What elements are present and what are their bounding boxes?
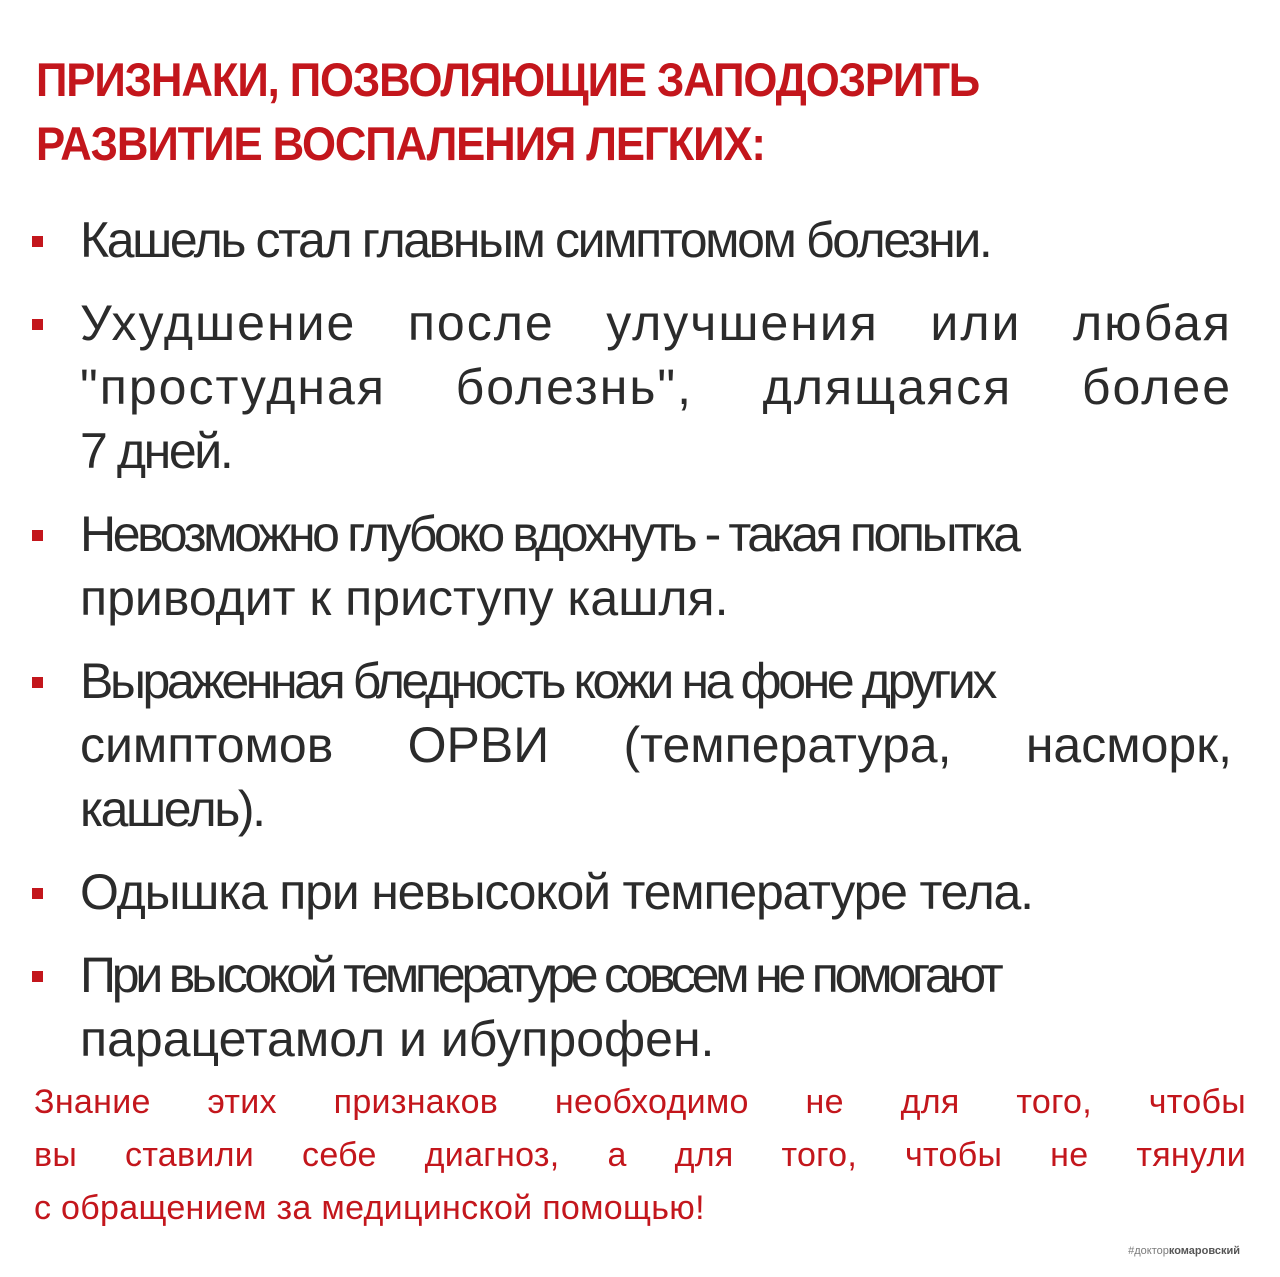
bullet-icon — [32, 319, 43, 330]
bullet-icon — [32, 236, 43, 247]
bullet-icon — [32, 677, 43, 688]
list-item-text: Одышка при невысокой температуре тела. — [80, 864, 1033, 920]
bullet-icon — [32, 530, 43, 541]
list-item-text: парацетамол и ибупрофен. — [80, 1011, 715, 1067]
closing-note-line: с обращением за медицинской помощью! — [34, 1189, 705, 1227]
list-item-text: Кашель стал главным симптомом болезни. — [80, 212, 991, 268]
page-title — [36, 48, 1171, 176]
list-item-text: При высокой температуре совсем не помогают — [80, 947, 1000, 1003]
title-line-2: РАЗВИТИЕ ВОСПАЛЕНИЯ ЛЕГКИХ: — [36, 117, 765, 170]
list-item-text: приводит к приступу кашля. — [80, 570, 729, 626]
list-item — [32, 208, 1232, 272]
closing-note-line: Знание этих признаков необходимо не для того, чтобы — [34, 1083, 1246, 1121]
hashtag-prefix: #доктор — [1128, 1245, 1169, 1257]
hashtag-watermark — [1128, 1244, 1240, 1258]
title-line-1: ПРИЗНАКИ, ПОЗВОЛЯЮЩИЕ ЗАПОДОЗРИТЬ — [36, 53, 980, 106]
list-item-text: Выраженная бледность кожи на фоне других — [80, 653, 994, 709]
bullet-icon — [32, 971, 43, 982]
list-item — [32, 943, 1232, 1071]
list-item-text: Невозможно глубоко вдохнуть - такая попытка — [80, 506, 1018, 562]
list-item-text: "простудная болезнь", длящаяся более — [80, 359, 1232, 415]
closing-note — [34, 1076, 1246, 1235]
list-item — [32, 860, 1232, 924]
list-item — [32, 291, 1232, 483]
hashtag-name: комаровский — [1168, 1245, 1240, 1257]
list-item-text: симптомов ОРВИ (температура, насморк, — [80, 717, 1232, 773]
list-item-text: Ухудшение после улучшения или любая — [80, 295, 1232, 351]
list-item — [32, 649, 1232, 841]
bullet-icon — [32, 888, 43, 899]
symptom-list — [32, 208, 1232, 1090]
closing-note-line: вы ставили себе диагноз, а для того, чтобы не тянули — [34, 1136, 1246, 1174]
list-item-text: 7 дней. — [80, 423, 232, 479]
list-item-text: кашель). — [80, 781, 264, 837]
list-item — [32, 502, 1232, 630]
